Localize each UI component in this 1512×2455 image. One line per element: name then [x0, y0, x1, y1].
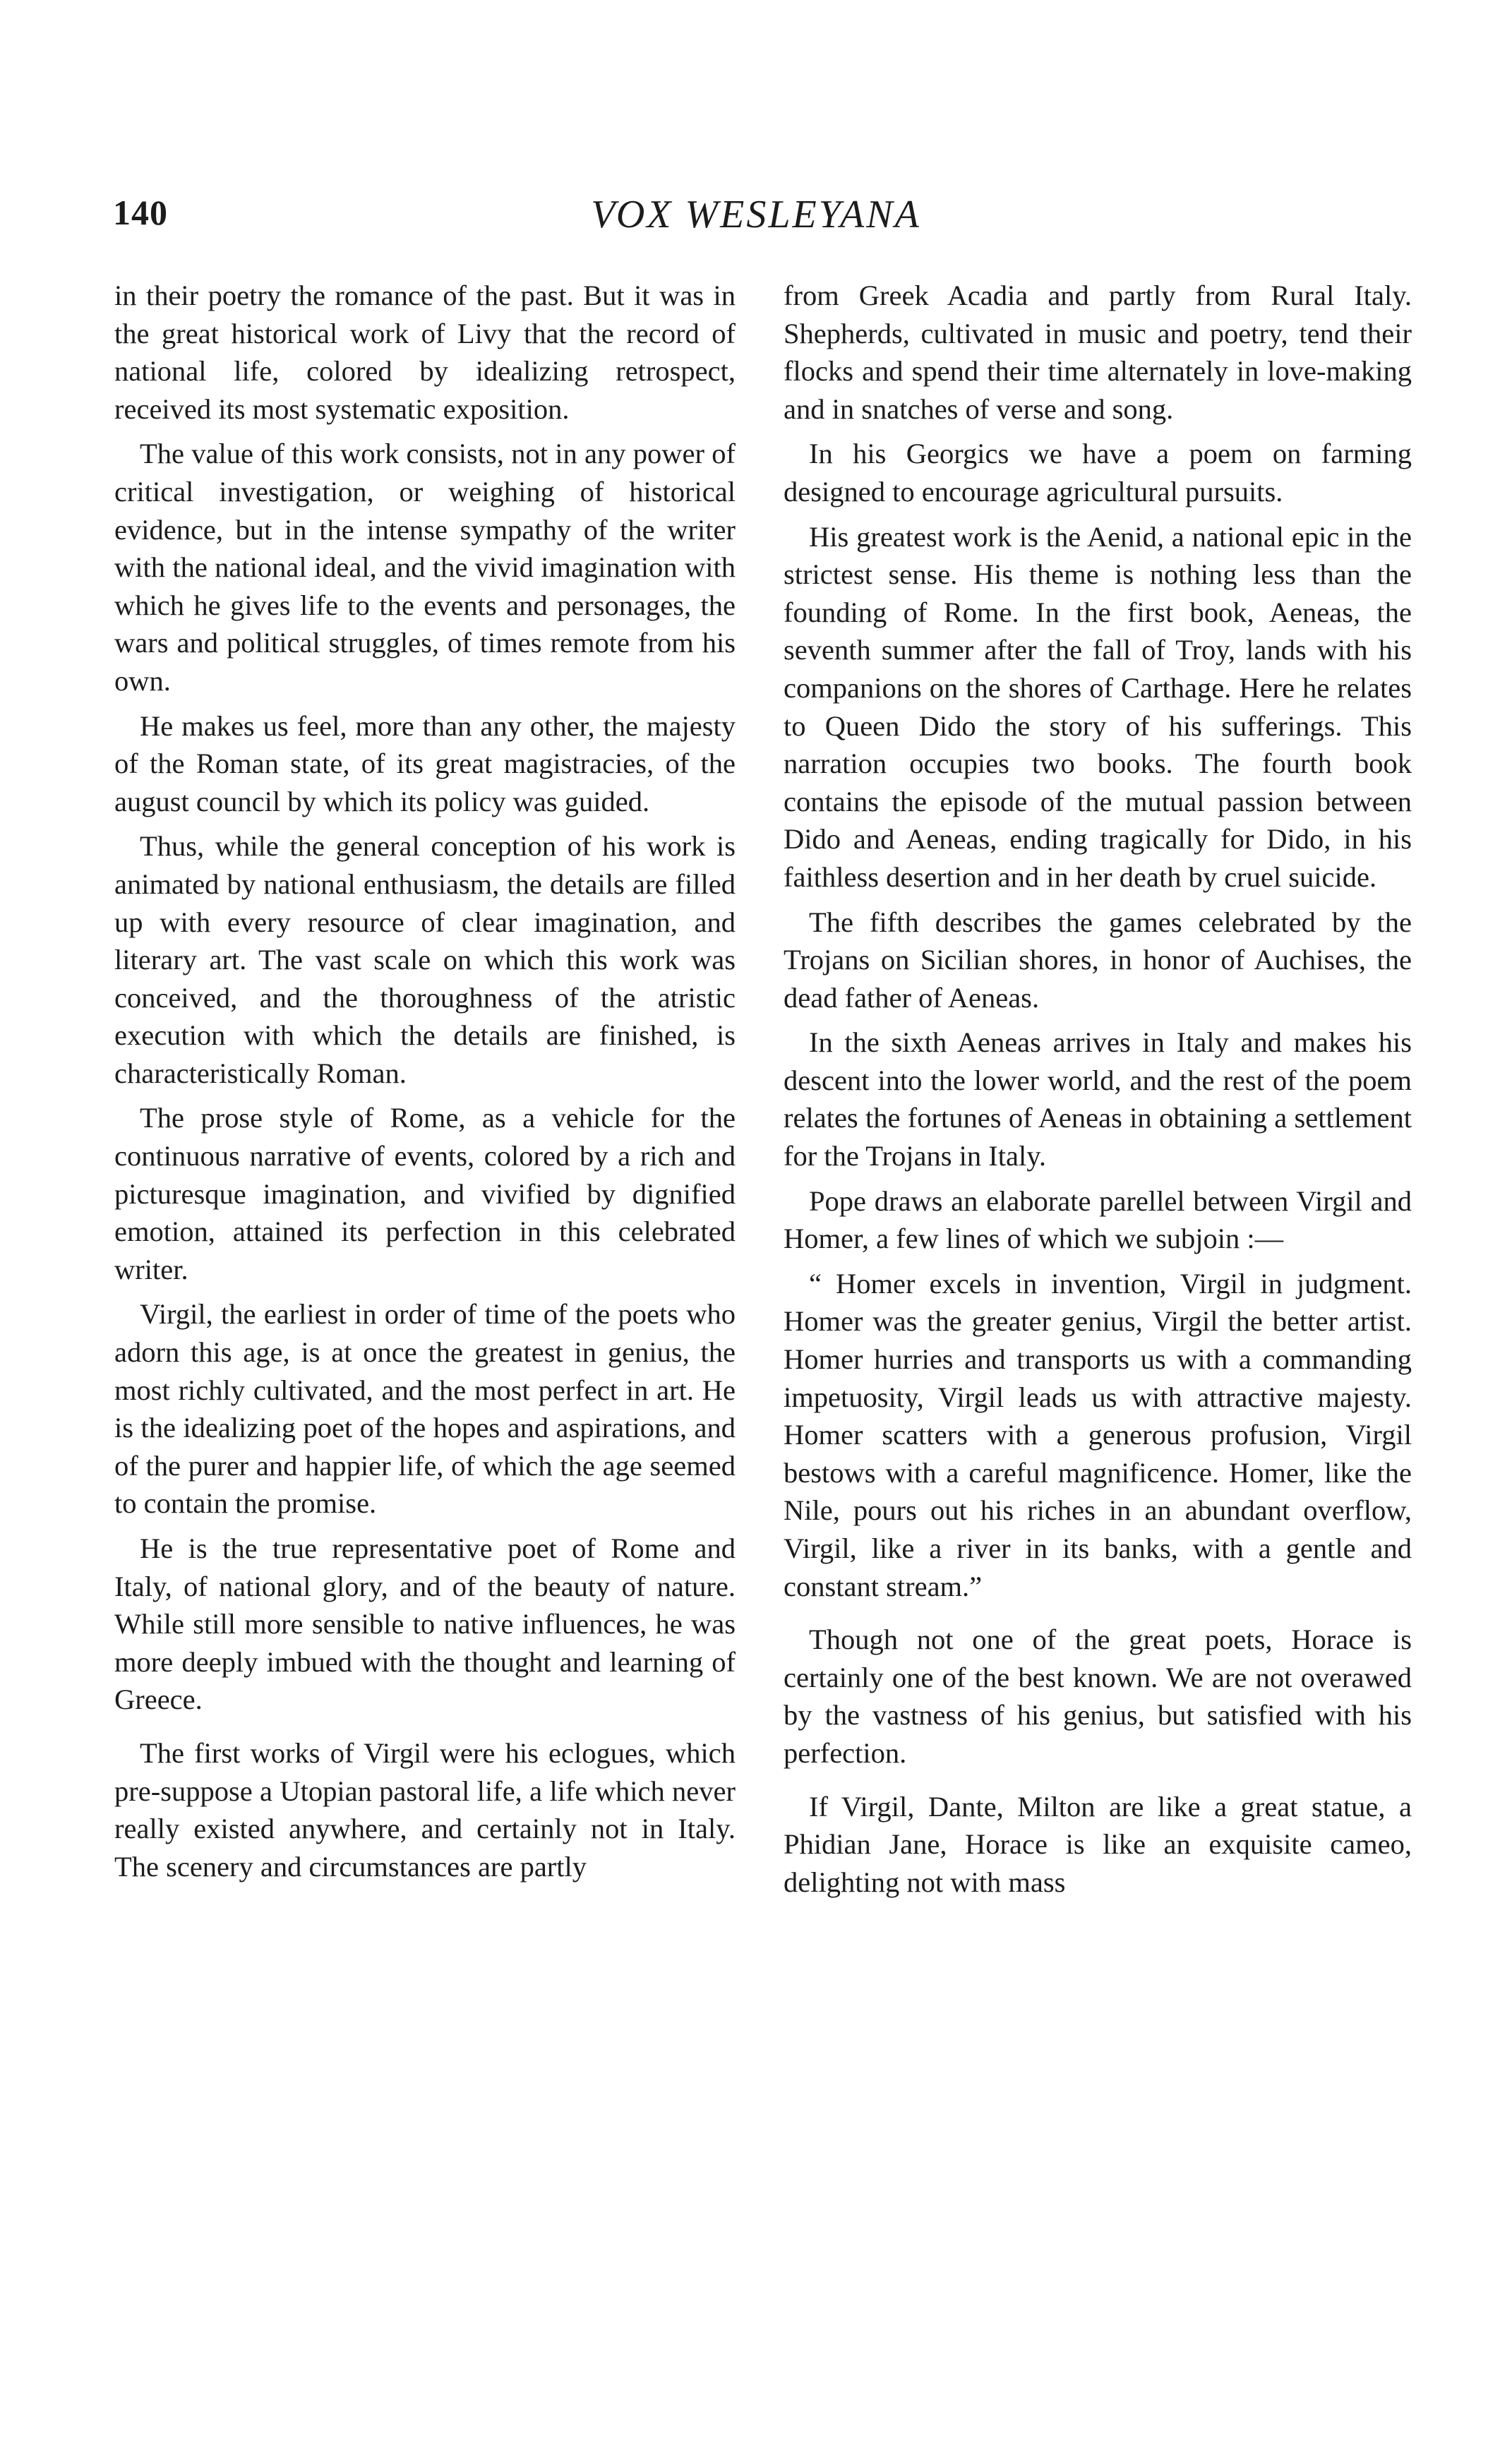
- paragraph: from Greek Acadia and partly from Rural Italy. Shepherds, cultivated in music and poetry, tend their flocks and spend their time alternately in love-making and in snatches of verse and song.: [784, 280, 1412, 425]
- paragraph: In his Georgics we have a poem on farming designed to encourage agricultural pursuits.: [784, 438, 1412, 508]
- paragraph: The first works of Virgil were his eclogues, which pre-suppose a Utopian pastoral life, a life which never really existed anywhere, and certainly not in Italy. The scenery and circumstances are partly: [114, 1736, 736, 1883]
- right-column: [784, 277, 1412, 1908]
- paragraph: in their poetry the romance of the past. But it was in the great historical work of Livy that the record of national life, colored by idealizing retrospect, received its most systematic exposition.: [114, 280, 736, 425]
- paragraph: The prose style of Rome, as a vehicle for the continuous narrative of events, colored by a rich and picturesque imagination, and vivified by dignified emotion, attained its perfection in this celebrated writer.: [114, 1102, 736, 1285]
- paragraph: Pope draws an elaborate parellel between Virgil and Homer, a few lines of which we subjoin :—: [784, 1184, 1412, 1255]
- paragraph: Thus, while the general conception of his work is animated by national enthusiasm, the details are filled up with every resource of clear imagination, and literary art. The vast scale on which this work was conceived, and the thoroughness of the atristic execution with which the details are finished, is characteristically Roman.: [114, 830, 736, 1089]
- paragraph: His greatest work is the Aenid, a national epic in the strictest sense. His theme is nothing less than the founding of Rome. In the first book, Aeneas, the seventh summer after the fall of Troy, lands with his companions on the shores of Carthage. Here he relates to Queen Dido the story of his sufferings. This narration occupies two books. The fourth book contains the episode of the mutual passion between Dido and Aeneas, ending tragically for Dido, in his faithless desertion and in her death by cruel suicide.: [784, 520, 1412, 893]
- paragraph: In the sixth Aeneas arrives in Italy and makes his descent into the lower world, and the rest of the poem relates the fortunes of Aeneas in obtaining a settlement for the Trojans in Italy.: [784, 1026, 1412, 1172]
- paragraph: If Virgil, Dante, Milton are like a great statue, a Phidian Jane, Horace is like an exquisite cameo, delighting not with mass: [784, 1790, 1412, 1898]
- page-number: 140: [113, 193, 168, 232]
- left-column: [114, 277, 736, 1892]
- paragraph: Though not one of the great poets, Horace is certainly one of the best known. We are not overawed by the vastness of his genius, but satisfied with his perfection.: [784, 1623, 1412, 1769]
- running-head-title: VOX WESLEYANA: [591, 193, 921, 236]
- paragraph: Virgil, the earliest in order of time of the poets who adorn this age, is at once the greatest in genius, the most richly cultivated, and the most perfect in art. He is the idealizing poet of the hopes and aspirations, and of the purer and happier life, of which the age seemed to contain the promise.: [114, 1298, 736, 1520]
- paragraph: The fifth describes the games celebrated by the Trojans on Sicilian shores, in honor of Auchises, the dead father of Aeneas.: [784, 906, 1412, 1014]
- paragraph: He makes us feel, more than any other, the majesty of the Roman state, of its great magistracies, of the august council by which its policy was guided.: [114, 709, 736, 817]
- paragraph: He is the true representative poet of Rome and Italy, of national glory, and of the beauty of nature. While still more sensible to native influences, he was more deeply imbued with the thought and learning of Greece.: [114, 1532, 736, 1716]
- block-quote: “ Homer excels in invention, Virgil in judgment. Homer was the greater genius, Virgil the better artist. Homer hurries and transports us with a commanding impetuosity, Virgil leads us with attractive majesty. Homer scatters with a generous profusion, Virgil bestows with a careful magnificence. Homer, like the Nile, pours out his riches in an abundant overflow, Virgil, like a river in its banks, with a gentle and constant stream.”: [784, 1267, 1412, 1602]
- paragraph: The value of this work consists, not in any power of critical investigation, or weighing of historical evidence, but in the intense sympathy of the writer with the national ideal, and the vivid imagination with which he gives life to the events and personages, the wars and political struggles, of times remote from his own.: [114, 438, 736, 697]
